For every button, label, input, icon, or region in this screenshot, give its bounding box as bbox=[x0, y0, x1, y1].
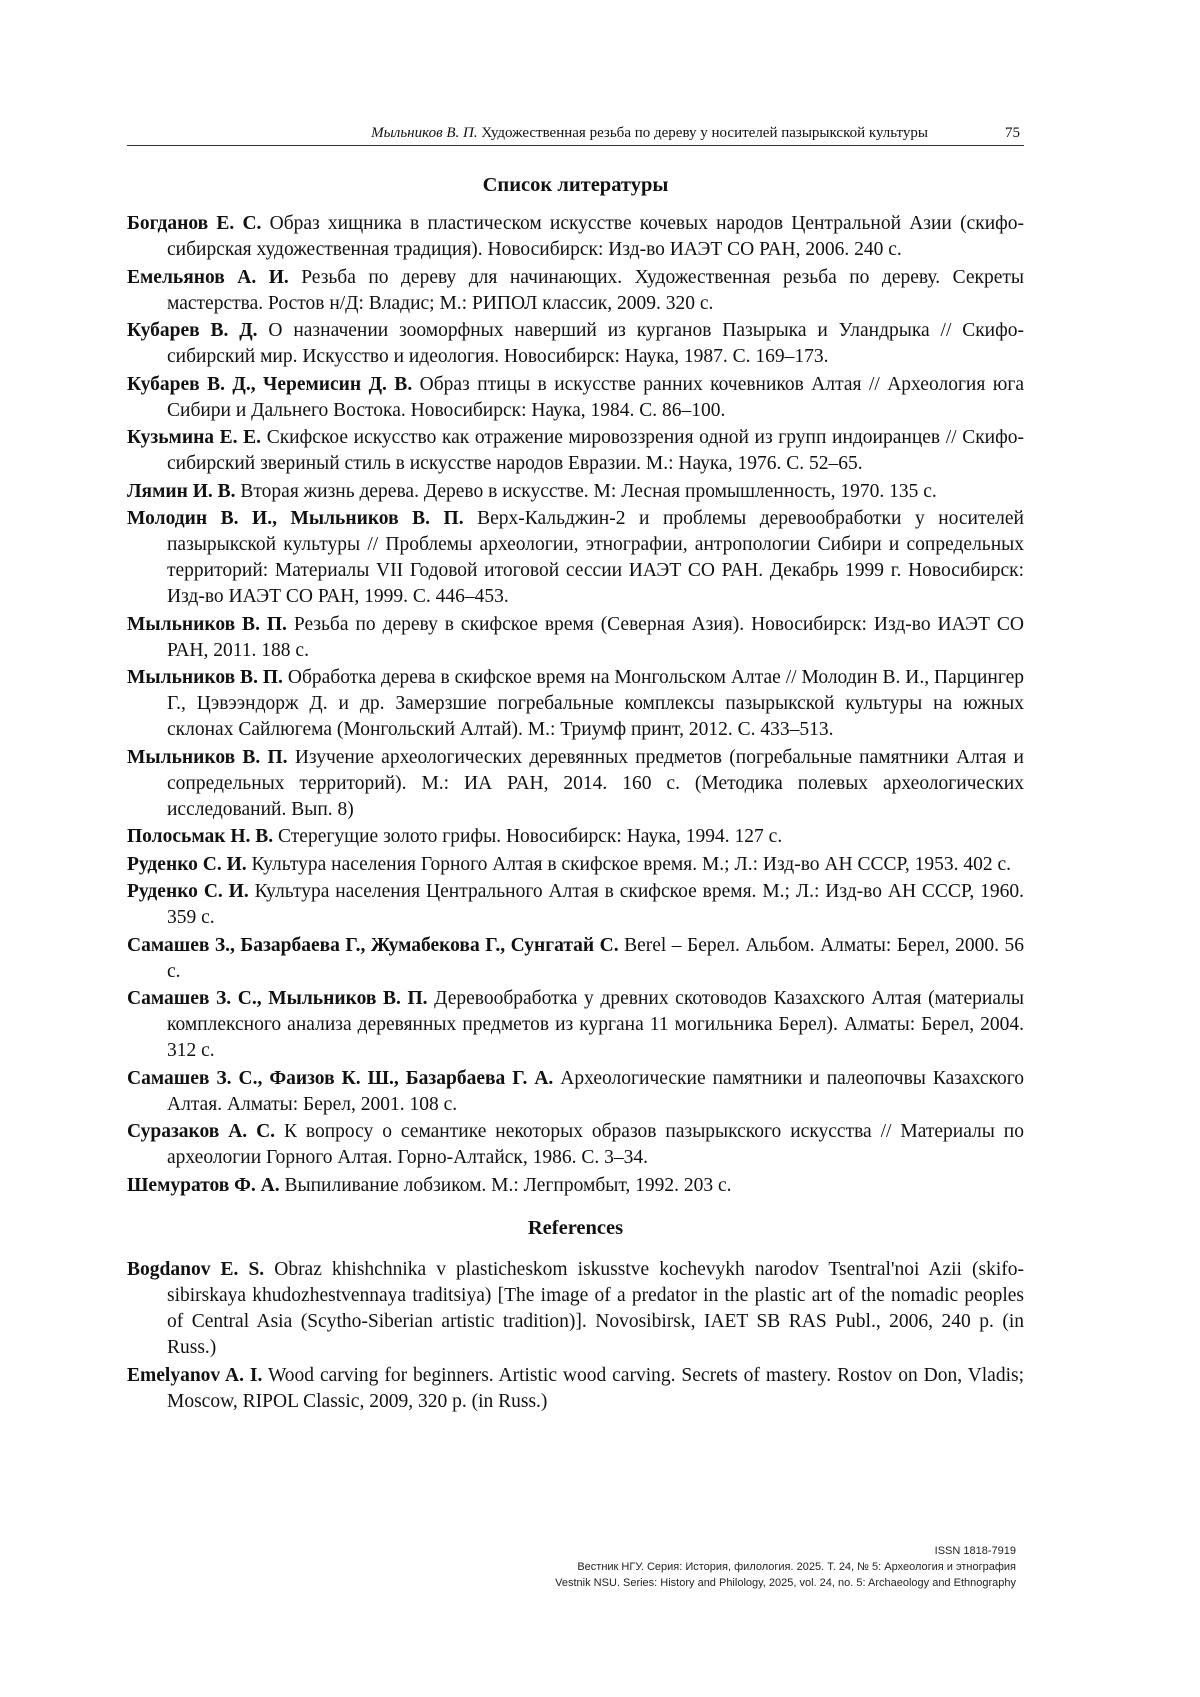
reference-authors: Emelyanov A. I. bbox=[127, 1365, 262, 1386]
reference-text: Berel – Берел. Альбом. Алматы: Берел, 2000. 56 с. bbox=[167, 935, 1024, 982]
reference-authors: Кузьмина Е. Е. bbox=[127, 427, 261, 448]
reference-authors: Руденко С. И. bbox=[127, 881, 249, 902]
header-author: Мыльников В. П. bbox=[371, 125, 477, 141]
reference-entry bbox=[127, 745, 1024, 823]
reference-entry bbox=[127, 824, 1024, 850]
reference-entry bbox=[127, 506, 1024, 610]
reference-entry bbox=[127, 1173, 1024, 1199]
reference-entry bbox=[127, 986, 1024, 1064]
reference-authors: Молодин В. И., Мыльников В. П. bbox=[127, 508, 464, 529]
reference-authors: Bogdanov E. S. bbox=[127, 1259, 264, 1280]
reference-entry bbox=[127, 211, 1024, 263]
footer-issn: ISSN 1818-7919 bbox=[555, 1543, 1016, 1559]
references-en-title: References bbox=[127, 1215, 1024, 1241]
page-number: 75 bbox=[1005, 121, 1020, 145]
reference-authors: Самашев З. С., Мыльников В. П. bbox=[127, 988, 428, 1009]
reference-authors: Суразаков А. С. bbox=[127, 1121, 275, 1142]
reference-entry bbox=[127, 318, 1024, 370]
reference-text: Obraz khishchnika v plasticheskom iskusstve kochevykh narodov Tsentral'noi Azii (skifo-sibirskaya khudozhestvennaya traditsiya) [The image of a predator in the plastic art of the nomadic peoples of Central Asia (Scytho-Siberian artistic tradition)]. Novosibirsk, IAET SB RAS Publ., 2006, 240 p. (in Russ.) bbox=[167, 1259, 1024, 1358]
reference-entry bbox=[127, 1119, 1024, 1171]
reference-text: Скифское искусство как отражение мировоззрения одной из групп индоиранцев // Скифо-сибирский звериный стиль в искусстве народов Евразии. М.: Наука, 1976. С. 52–65. bbox=[167, 427, 1024, 474]
reference-authors: Мыльников В. П. bbox=[127, 747, 288, 768]
page bbox=[127, 0, 1024, 1697]
running-header-text bbox=[371, 121, 928, 145]
reference-entry bbox=[127, 879, 1024, 931]
reference-entry bbox=[127, 372, 1024, 424]
reference-text: Резьба по дереву для начинающих. Художественная резьба по дереву. Секреты мастерства. Ростов н/Д: Владис; М.: РИПОЛ классик, 2009. 320 с. bbox=[167, 267, 1024, 314]
reference-entry bbox=[127, 1363, 1024, 1415]
reference-authors: Кубарев В. Д., Черемисин Д. В. bbox=[127, 374, 412, 395]
reference-text: Стерегущие золото грифы. Новосибирск: Наука, 1994. 127 с. bbox=[278, 826, 782, 847]
reference-text: Обработка дерева в скифское время на Монгольском Алтае // Молодин В. И., Парцингер Г., Цэвээндорж Д. и др. Замерзшие погребальные комплексы пазырыкской культуры на южных склонах Сайлюгема (Монгольский Алтай). М.: Триумф принт, 2012. С. 433–513. bbox=[167, 667, 1024, 740]
journal-footer bbox=[555, 1543, 1016, 1591]
reference-text: Образ птицы в искусстве ранних кочевников Алтая // Археология юга Сибири и Дальнего Востока. Новосибирск: Наука, 1984. С. 86–100. bbox=[167, 374, 1024, 421]
reference-text: О назначении зооморфных наверший из курганов Пазырыка и Уландрыка // Скифо-сибирский мир. Искусство и идеология. Новосибирск: Наука, 1987. С. 169–173. bbox=[167, 320, 1024, 367]
reference-text: Вторая жизнь дерева. Дерево в искусстве. М: Лесная промышленность, 1970. 135 с. bbox=[240, 481, 936, 502]
reference-text: Выпиливание лобзиком. М.: Легпромбыт, 1992. 203 с. bbox=[285, 1175, 732, 1196]
reference-text: Образ хищника в пластическом искусстве кочевых народов Центральной Азии (скифо-сибирская художественная традиция). Новосибирск: Изд-во ИАЭТ СО РАН, 2006. 240 с. bbox=[167, 213, 1024, 260]
reference-entry bbox=[127, 933, 1024, 985]
reference-text: Wood carving for beginners. Artistic wood carving. Secrets of mastery. Rostov on Don, Vladis; Moscow, RIPOL Classic, 2009, 320 p. (in Russ.) bbox=[167, 1365, 1024, 1412]
reference-text: Резьба по дереву в скифское время (Северная Азия). Новосибирск: Изд-во ИАЭТ СО РАН, 2011. 188 с. bbox=[167, 614, 1024, 661]
running-header bbox=[127, 121, 1024, 146]
reference-authors: Полосьмак Н. В. bbox=[127, 826, 273, 847]
reference-authors: Богданов Е. С. bbox=[127, 213, 261, 234]
references-ru-list bbox=[127, 211, 1024, 1199]
reference-entry bbox=[127, 1066, 1024, 1118]
footer-journal-ru: Вестник НГУ. Серия: История, филология. 2025. Т. 24, № 5: Археология и этнография bbox=[555, 1559, 1016, 1575]
reference-text: К вопросу о семантике некоторых образов пазырыкского искусства // Материалы по археологии Горного Алтая. Горно-Алтайск, 1986. С. 3–34. bbox=[167, 1121, 1024, 1168]
reference-authors: Лямин И. В. bbox=[127, 481, 236, 502]
references-ru-title: Список литературы bbox=[127, 172, 1024, 198]
reference-authors: Шемуратов Ф. А. bbox=[127, 1175, 280, 1196]
reference-entry bbox=[127, 425, 1024, 477]
reference-authors: Мыльников В. П. bbox=[127, 667, 283, 688]
reference-entry bbox=[127, 665, 1024, 743]
reference-text: Культура населения Горного Алтая в скифское время. М.; Л.: Изд-во АН СССР, 1953. 402 с. bbox=[252, 854, 1011, 875]
reference-text: Верх-Кальджин-2 и проблемы деревообработки у носителей пазырыкской культуры // Проблемы археологии, этнографии, антропологии Сибири и сопредельных территорий: Материалы VII Годовой итоговой сессии ИАЭТ СО РАН. Декабрь 1999 г. Новосибирск: Изд-во ИАЭТ СО РАН, 1999. С. 446–453. bbox=[167, 508, 1024, 607]
reference-text: Культура населения Центрального Алтая в скифское время. М.; Л.: Изд-во АН СССР, 1960. 359 с. bbox=[167, 881, 1024, 928]
footer-journal-en: Vestnik NSU. Series: History and Philology, 2025, vol. 24, no. 5: Archaeology and Ethnography bbox=[555, 1575, 1016, 1591]
reference-entry bbox=[127, 479, 1024, 505]
reference-text: Изучение археологических деревянных предметов (погребальные памятники Алтая и сопредельных территорий). М.: ИА РАН, 2014. 160 с. (Методика полевых археологических исследований. Вып. 8) bbox=[167, 747, 1024, 820]
reference-authors: Самашев З. С., Фаизов К. Ш., Базарбаева Г. А. bbox=[127, 1068, 553, 1089]
reference-entry bbox=[127, 612, 1024, 664]
header-title: Художественная резьба по дереву у носителей пазырыкской культуры bbox=[481, 125, 928, 141]
reference-text: Деревообработка у древних скотоводов Казахского Алтая (материалы комплексного анализа деревянных предметов из кургана 11 могильника Берел). Алматы: Берел, 2004. 312 с. bbox=[167, 988, 1024, 1061]
reference-entry bbox=[127, 265, 1024, 317]
reference-authors: Руденко С. И. bbox=[127, 854, 247, 875]
reference-entry bbox=[127, 852, 1024, 878]
reference-authors: Емельянов А. И. bbox=[127, 267, 289, 288]
reference-authors: Кубарев В. Д. bbox=[127, 320, 258, 341]
references-en-list bbox=[127, 1257, 1024, 1415]
main-content bbox=[127, 172, 1024, 1417]
reference-authors: Самашев З., Базарбаева Г., Жумабекова Г., Сунгатай С. bbox=[127, 935, 619, 956]
reference-authors: Мыльников В. П. bbox=[127, 614, 287, 635]
reference-text: Археологические памятники и палеопочвы Казахского Алтая. Алматы: Берел, 2001. 108 с. bbox=[167, 1068, 1024, 1115]
reference-entry bbox=[127, 1257, 1024, 1361]
